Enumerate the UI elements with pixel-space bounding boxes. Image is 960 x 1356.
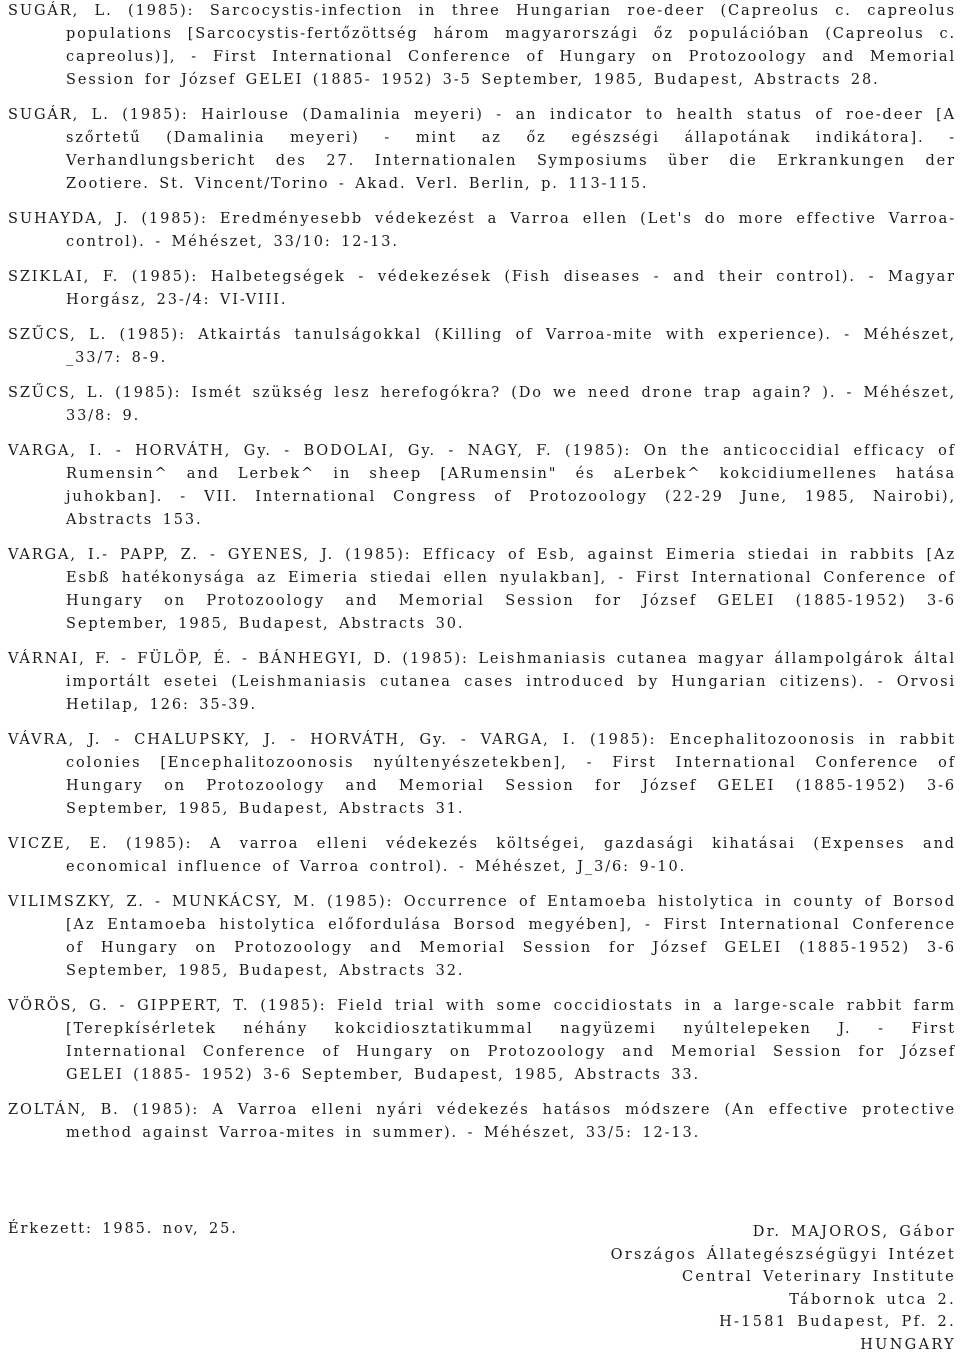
reference-entry: VÖRÖS, G. - GIPPERT, T. (1985): Field trial with some coccidiostats in a large-scale rabbit farm [Terepkísérletek néhány kokcidiosztatikummal nagyüzemi nyúltelepeken J. - First International Conference of Hungary on Protozoology and Memorial Session for József GELEI (1885- 1952) 3-6 September, Budapest, 1985, Abstracts 33. [8, 995, 956, 1087]
reference-entry: VARGA, I. - HORVÁTH, Gy. - BODOLAI, Gy. - NAGY, F. (1985): On the anticoccidial efficacy of Rumensin^ and Lerbek^ in sheep [ARumensin" és aLerbek^ kokcidiumellenes hatása juhokban]. - VII. International Congress of Protozoology (22-29 June, 1985, Nairobi), Abstracts 153. [8, 440, 956, 532]
institute-name-english: Central Veterinary Institute [611, 1266, 956, 1289]
reference-entry: VÁVRA, J. - CHALUPSKY, J. - HORVÁTH, Gy. - VARGA, I. (1985): Encephalitozoonosis in rabbit colonies [Encephalitozoonosis nyúltenyészetekben], - First International Conference of Hungary on Protozoology and Memorial Session for József GELEI (1885-1952) 3-6 September, 1985, Budapest, Abstracts 31. [8, 729, 956, 821]
country: HUNGARY [611, 1334, 956, 1356]
reference-entry: VICZE, E. (1985): A varroa elleni védekezés költségei, gazdasági kihatásai (Expenses and economical influence of Varroa control). - Méhészet, J_3/6: 9-10. [8, 833, 956, 879]
reference-entry: SZŰCS, L. (1985): Atkairtás tanulságokkal (Killing of Varroa-mite with experience). - Méhészet, _33/7: 8-9. [8, 324, 956, 370]
author-name: Dr. MAJOROS, Gábor [611, 1221, 956, 1244]
reference-entry: SZIKLAI, F. (1985): Halbetegségek - védekezések (Fish diseases - and their control). - Magyar Horgász, 23-/4: VI-VIII. [8, 266, 956, 312]
reference-entry: VÁRNAI, F. - FÜLÖP, É. - BÁNHEGYI, D. (1985): Leishmaniasis cutanea magyar állampolgárok által importált esetei (Leishmaniasis cutanea cases introduced by Hungarian citizens). - Orvosi Hetilap, 126: 35-39. [8, 648, 956, 717]
document-footer [8, 1218, 956, 1348]
reference-entry: SZŰCS, L. (1985): Ismét szükség lesz herefogókra? (Do we need drone trap again? ). - Méhészet, 33/8: 9. [8, 382, 956, 428]
reference-entry: SUGÁR, L. (1985): Sarcocystis-infection in three Hungarian roe-deer (Capreolus c. capreolus populations [Sarcocystis-fertőzöttség három magyarországi őz populációban (Capreolus c. capreolus)], - First International Conference of Hungary on Protozoology and Memorial Session for József GELEI (1885- 1952) 3-5 September, 1985, Budapest, Abstracts 28. [8, 0, 956, 92]
reference-entry: SUGÁR, L. (1985): Hairlouse (Damalinia meyeri) - an indicator to health status of roe-deer [A szőrtetű (Damalinia meyeri) - mint az őz egészségi állapotának indikátora]. - Verhandlungsbericht des 27. Internationalen Symposiums über die Erkrankungen der Zootiere. St. Vincent/Torino - Akad. Verl. Berlin, p. 113-115. [8, 104, 956, 196]
reference-entry: VARGA, I.- PAPP, Z. - GYENES, J. (1985): Efficacy of Esb, against Eimeria stiedai in rabbits [Az Esbß hatékonysága az Eimeria stiedai ellen nyulakban], - First International Conference of Hungary on Protozoology and Memorial Session for József GELEI (1885-1952) 3-6 September, 1985, Budapest, Abstracts 30. [8, 544, 956, 636]
reference-list [8, 0, 956, 1157]
reference-entry: VILIMSZKY, Z. - MUNKÁCSY, M. (1985): Occurrence of Entamoeba histolytica in county of Borsod [Az Entamoeba histolytica előfordulása Borsod megyében], - First International Conference of Hungary on Protozoology and Memorial Session for József GELEI (1885-1952) 3-6 September, 1985, Budapest, Abstracts 32. [8, 891, 956, 983]
received-date: Érkezett: 1985. nov, 25. [8, 1221, 238, 1237]
postal-address: H-1581 Budapest, Pf. 2. [611, 1311, 956, 1334]
reference-entry: SUHAYDA, J. (1985): Eredményesebb védekezést a Varroa ellen (Let's do more effective Varroa-control). - Méhészet, 33/10: 12-13. [8, 208, 956, 254]
author-address [611, 1221, 956, 1356]
institute-name-hungarian: Országos Állategészségügyi Intézet [611, 1244, 956, 1267]
street-address: Tábornok utca 2. [611, 1289, 956, 1312]
reference-entry: ZOLTÁN, B. (1985): A Varroa elleni nyári védekezés hatásos módszere (An effective protective method against Varroa-mites in summer). - Méhészet, 33/5: 12-13. [8, 1099, 956, 1145]
